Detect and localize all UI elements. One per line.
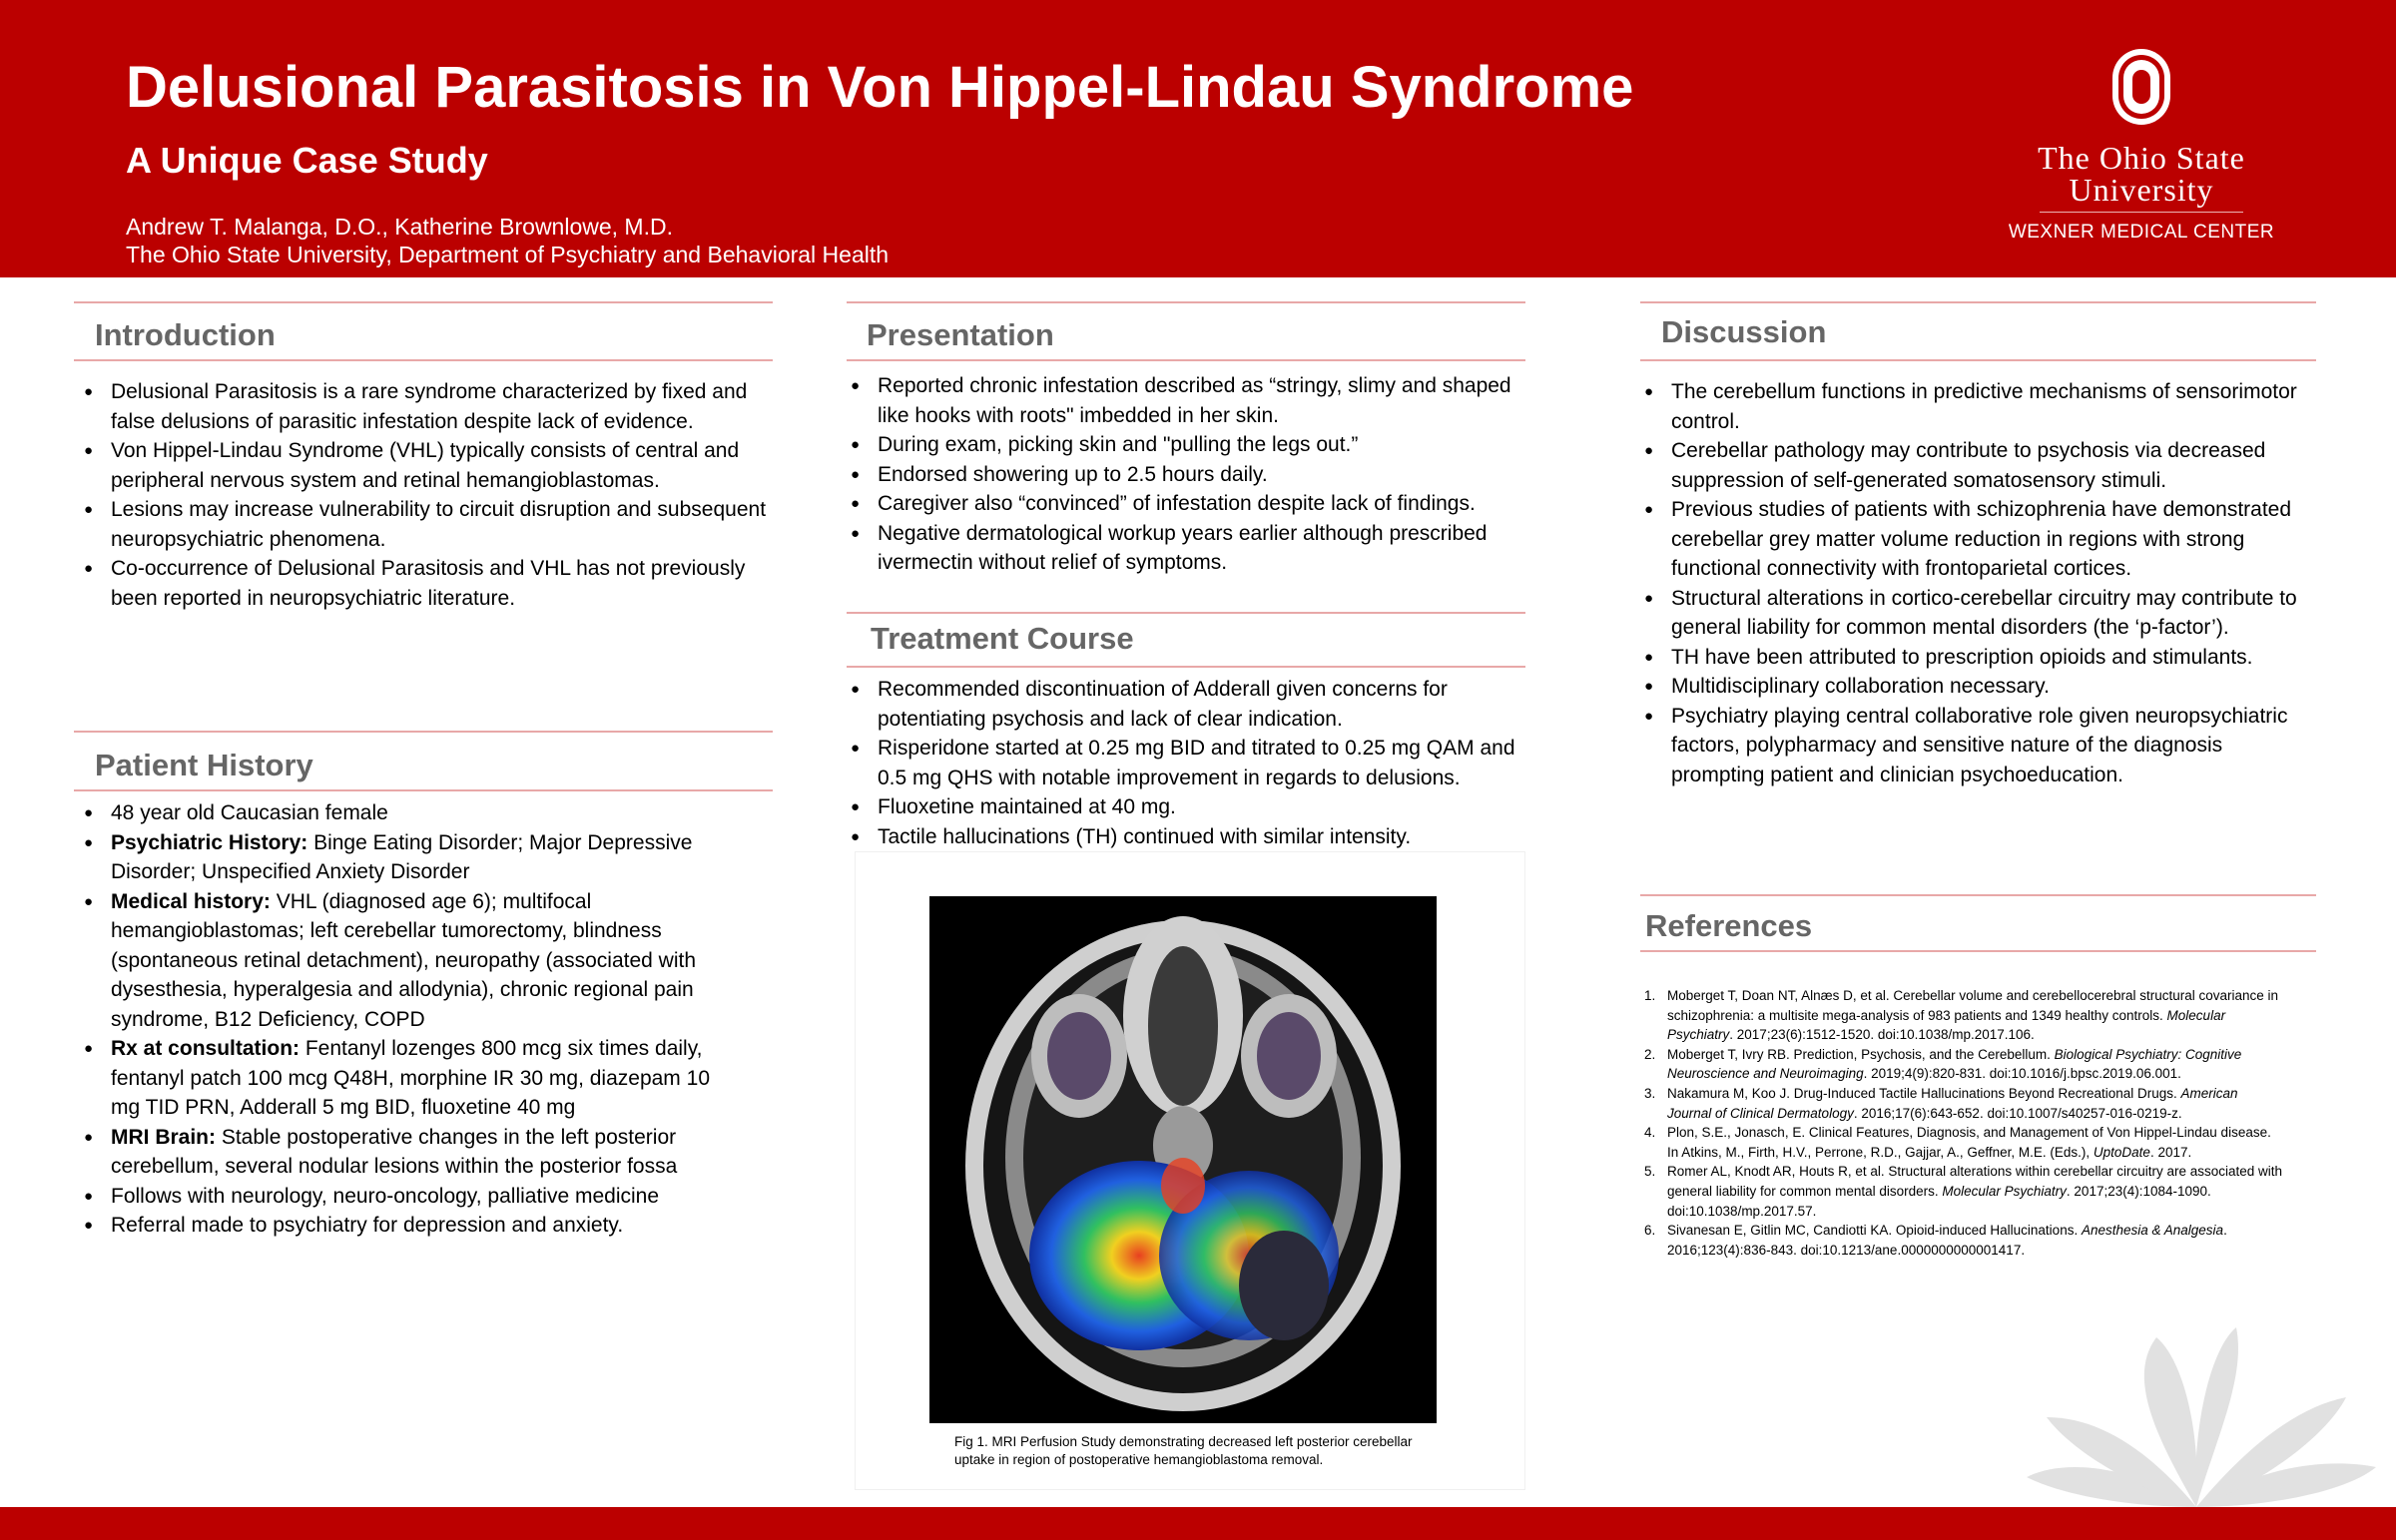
presentation-title: Presentation <box>867 317 1054 352</box>
list-item: ● Delusional Parasitosis is a rare syndrome characterized by fixed and false delusions of parasitic infestation despite lack of evidence. <box>84 377 773 436</box>
presentation-top-rule <box>847 301 1525 303</box>
footer-banner <box>0 1507 2396 1540</box>
reference-item: 1. Moberget T, Doan NT, Alnæs D, et al. Cerebellar volume and cerebellocerebral structural covariance in schizophrenia: a multisite mega-analysis of 983 patients and 1349 healthy controls. Molecular Psychiatry. 2017;23(6):1512-1520. doi:10.1038/mp.2017.106. <box>1644 988 2279 1043</box>
poster-subtitle: A Unique Case Study <box>126 140 488 181</box>
list-item: ● Endorsed showering up to 2.5 hours daily. <box>851 460 1529 490</box>
mri-perfusion-image <box>929 896 1437 1423</box>
list-item: ● 48 year old Caucasian female <box>84 798 738 828</box>
mri-scan-graphic <box>929 896 1437 1423</box>
list-item: ● Referral made to psychiatry for depression and anxiety. <box>84 1211 738 1241</box>
list-item: ● Medical history: VHL (diagnosed age 6); multifocal hemangioblastomas; left cerebellar tumorectomy, blindness (spontaneous retinal detachment), neuropathy (associated with dysesthesia, hyperalgesia and allodynia), chronic regional pain syndrome, B12 Deficiency, COPD <box>84 887 738 1035</box>
buckeye-leaf-icon <box>2007 1317 2396 1507</box>
discussion-list <box>1644 377 2298 789</box>
list-item: ● Risperidone started at 0.25 mg BID and titrated to 0.25 mg QAM and 0.5 mg QHS with notable improvement in regards to delusions. <box>851 734 1529 792</box>
list-item: ● Previous studies of patients with schizophrenia have demonstrated cerebellar grey matter volume reduction in regions with strong functional connectivity with frontoparietal cortices. <box>1644 495 2298 584</box>
treatment-top-rule <box>847 612 1525 614</box>
list-item: ● Fluoxetine maintained at 40 mg. <box>851 792 1529 822</box>
logo-university-line2: University <box>2069 172 2214 208</box>
introduction-bottom-rule <box>74 359 773 361</box>
block-o-logo-icon <box>2109 46 2173 128</box>
reference-item: 6. Sivanesan E, Gitlin MC, Candiotti KA. Opioid-induced Hallucinations. Anesthesia & Analgesia. 2016;123(4):836-843. doi:10.1213/ane.0000000000001417. <box>1644 1223 2227 1258</box>
references-bottom-rule <box>1640 950 2316 952</box>
list-item: ● Cerebellar pathology may contribute to psychosis via decreased suppression of self-generated somatosensory stimuli. <box>1644 436 2298 495</box>
reference-item: 5. Romer AL, Knodt AR, Houts R, et al. Structural alterations within cerebellar circuitry are associated with general liability for common mental disorders. Molecular Psychiatry. 2017;23(4):1084-1090. doi:10.1038/mp.2017.57. <box>1644 1164 2283 1219</box>
patient-history-title: Patient History <box>95 748 313 782</box>
references-list <box>1644 986 2283 1260</box>
list-item: ● Psychiatry playing central collaborative role given neuropsychiatric factors, polypharmacy and sensitive nature of the diagnosis prompting patient and clinician psychoeducation. <box>1644 702 2298 790</box>
department: The Ohio State University, Department of Psychiatry and Behavioral Health <box>126 242 890 267</box>
reference-item: 4. Plon, S.E., Jonasch, E. Clinical Features, Diagnosis, and Management of Von Hippel-Lindau disease. In Atkins, M., Firth, H.V., Perrone, R.D., Gajjar, A., Geffner, M.E. (Eds.), UptoDate. 2017. <box>1644 1125 2271 1160</box>
list-item: ● Follows with neurology, neuro-oncology, palliative medicine <box>84 1182 738 1212</box>
references-top-rule <box>1640 894 2316 896</box>
logo-medical-center: WEXNER MEDICAL CENTER <box>2008 222 2275 243</box>
list-item: ● Recommended discontinuation of Adderall given concerns for potentiating psychosis and lack of clear indication. <box>851 675 1529 734</box>
list-item: ● TH have been attributed to prescription opioids and stimulants. <box>1644 643 2298 673</box>
authors: Andrew T. Malanga, D.O., Katherine Brownlowe, M.D. <box>126 214 673 240</box>
patient-history-bottom-rule <box>74 789 773 791</box>
introduction-list <box>84 377 773 613</box>
presentation-bottom-rule <box>847 359 1525 361</box>
treatment-title: Treatment Course <box>871 621 1134 656</box>
discussion-top-rule <box>1640 301 2316 303</box>
patient-history-list <box>84 798 738 1241</box>
list-item: ● Multidisciplinary collaboration necessary. <box>1644 672 2298 702</box>
figure-caption: Fig 1. MRI Perfusion Study demonstrating decreased left posterior cerebellar uptake in region of postoperative hemangioblastoma removal. <box>954 1434 1413 1467</box>
list-item: ● Structural alterations in cortico-cerebellar circuitry may contribute to general liability for common mental disorders (the ‘p-factor’). <box>1644 584 2298 643</box>
list-item: ● Von Hippel-Lindau Syndrome (VHL) typically consists of central and peripheral nervous system and retinal hemangioblastomas. <box>84 436 773 495</box>
list-item: ● Caregiver also “convinced” of infestation despite lack of findings. <box>851 489 1529 519</box>
list-item: ● Tactile hallucinations (TH) continued with similar intensity. <box>851 822 1529 852</box>
list-item: ● During exam, picking skin and "pulling the legs out.” <box>851 430 1529 460</box>
logo-divider <box>2040 212 2243 213</box>
list-item: ● Lesions may increase vulnerability to circuit disruption and subsequent neuropsychiatric phenomena. <box>84 495 773 554</box>
list-item: ● Reported chronic infestation described as “stringy, slimy and shaped like hooks with roots" imbedded in her skin. <box>851 371 1529 430</box>
logo-university-line1: The Ohio State <box>2038 140 2245 176</box>
patient-history-top-rule <box>74 731 773 733</box>
references-title: References <box>1645 908 1813 943</box>
treatment-bottom-rule <box>847 666 1525 668</box>
introduction-top-rule <box>74 301 773 303</box>
poster-title: Delusional Parasitosis in Von Hippel-Lindau Syndrome <box>126 55 1634 120</box>
introduction-title: Introduction <box>95 317 276 352</box>
osu-logo <box>1982 46 2301 246</box>
list-item: ● Rx at consultation: Fentanyl lozenges 800 mcg six times daily, fentanyl patch 100 mcg Q48H, morphine IR 30 mg, diazepam 10 mg TID PRN, Adderall 5 mg BID, fluoxetine 40 mg <box>84 1034 738 1123</box>
discussion-bottom-rule <box>1640 359 2316 361</box>
treatment-list <box>851 675 1529 851</box>
list-item: ● Co-occurrence of Delusional Parasitosis and VHL has not previously been reported in neuropsychiatric literature. <box>84 554 773 613</box>
list-item: ● MRI Brain: Stable postoperative changes in the left posterior cerebellum, several nodular lesions within the posterior fossa <box>84 1123 738 1182</box>
reference-item: 2. Moberget T, Ivry RB. Prediction, Psychosis, and the Cerebellum. Biological Psychiatry: Cognitive Neuroscience and Neuroimaging. 2019;4(9):820-831. doi:10.1016/j.bpsc.2019.06.001. <box>1644 1046 2242 1082</box>
list-item: ● The cerebellum functions in predictive mechanisms of sensorimotor control. <box>1644 377 2298 436</box>
presentation-list <box>851 371 1529 578</box>
discussion-title: Discussion <box>1661 314 1827 349</box>
header-banner <box>0 0 2396 277</box>
list-item: ● Psychiatric History: Binge Eating Disorder; Major Depressive Disorder; Unspecified Anxiety Disorder <box>84 828 738 887</box>
reference-item: 3. Nakamura M, Koo J. Drug-Induced Tactile Hallucinations Beyond Recreational Drugs. American Journal of Clinical Dermatology. 2016;17(6):643-652. doi:10.1007/s40257-016-0219-z. <box>1644 1085 2238 1121</box>
list-item: ● Negative dermatological workup years earlier although prescribed ivermectin without relief of symptoms. <box>851 519 1529 578</box>
